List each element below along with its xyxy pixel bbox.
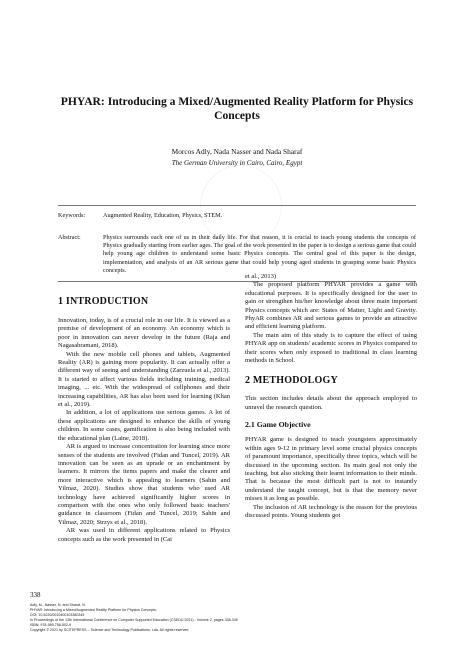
- footer-line: Adly, M., Nasser, N. and Sharaf, N.: [30, 603, 86, 607]
- section-heading-methodology: 2 METHODOLOGY: [245, 375, 338, 387]
- right-column: [245, 273, 417, 520]
- paper-authors: Morcos Adly, Nada Nasser and Nada Sharaf: [171, 147, 303, 156]
- keywords-value: Augmented Reality, Education, Physics, STEM.: [103, 212, 223, 219]
- paragraph: The inclusion of AR technology is the reason for the previous discussed points. Young students got: [245, 503, 417, 519]
- paragraph: The main aim of this study is to capture the effect of using PHYAR app on students' academic scores in Physics compared to their scores when only exposed to traditional in class learning methods in School.: [245, 331, 417, 365]
- paragraph: AR was used in different applications related to Physics concepts such as the work presented in (Cai: [58, 527, 230, 543]
- left-column: [58, 290, 230, 544]
- paragraph: This section includes details about the approach employed to unravel the research question.: [245, 395, 417, 411]
- paragraph: With the new mobile cell phones and tablets, Augmented Reality (AR) is gaining more popularity. It can actually offer a different way of seeing and understanding (Zarzuela et al., 2013). It is started to affect various fields including training, medical imaging, ... etc. With the widespread of cellphones and their increasing capabilities, AR has also been used for learning (Khan et al., 2019).: [58, 350, 230, 409]
- abstract-label: Abstract:: [58, 234, 81, 241]
- top-divider: [58, 205, 416, 206]
- paragraph: et al., 2013): [245, 273, 277, 280]
- paragraph: Innovation, today, is of a crucial role in our life. It is viewed as a premise of development of an economy. An economy which is poor in innovation can never develop in the future (Raja and Nagasabramani, 2018).: [58, 317, 230, 350]
- paragraph: AR is argued to increase concentration for learning since more senses of the students are involved (Fidan and Tuncel, 2019). AR innovation can be seen as an uprade or an enchantment by learners. It mirrors the items papers and make the clearer and more interactive which is appealing to learners (Sahin and Yilmaz, 2020). Studies show that students who used AR technology have achieved significantly higher scores in comparison with the ones who only followed basic teachers' guidance in classroom (Fidan and Tuncel, 2019; Sahin and Yilmaz, 2020; Strzys et al., 2018).: [58, 443, 230, 526]
- paragraph: The proposed platform PHYAR provides a game with educational purposes. It is specifically designed for the user to gain or strengthen his/her knowledge about three main important Physics concepts which are: States of Matter, Light and Gravity. PhyAR combines AR and serious games to provide an attractive and efficient learning platform.: [245, 281, 417, 331]
- section-heading-introduction: 1 INTRODUCTION: [58, 296, 149, 307]
- paragraph: PHYAR game is designed to teach youngsters approximately within ages 9-12 in primary level some crucial physics concepts of paramount importance, specifically three topics, which will be discussed in the upcoming section. Its main goal not only the teaching, but also sticking their learnt information to their minds. That is because the most difficult part is not to instantly understand the taught concept, but is that the memory never misses it as long as possible.: [245, 436, 417, 503]
- footer-line: DOI: 10.5220/0010400103380345: [30, 613, 85, 618]
- footer-line: Copyright © 2021 by SCITEPRESS – Science and Technology Publications, Lda. All rights reserved: [30, 628, 189, 633]
- citation-footer: [30, 603, 330, 634]
- abstract-text: Physics surrounds each one of us in their daily life. For that reason, it is crucial to teach young students the concepts of Physics gradually starting from earlier ages. The goal of the work presented in the paper is to design a serious game that could help young age children to understand some basic Physics concepts. The central goal of this paper is the design, implementation, and analysis of an AR serious game that could help young aged students in grasping some basic Physics concepts.: [103, 234, 416, 274]
- paragraph: In addition, a lot of applications use serious games. A lot of these applications are designed to enhance the skills of young children. In some cases, gamification is also being included with the educational plan (Laine, 2018).: [58, 409, 230, 442]
- subsection-heading-game-objective: 2.1 Game Objective: [245, 420, 311, 430]
- paper-affiliation: The German University in Cairo, Cairo, Egypt: [171, 159, 303, 167]
- footer-line: In Proceedings of the 13th International Conference on Computer Supported Education (CSEDU 2021) - Volume 2, pages 338-345: [30, 618, 238, 623]
- footer-line: PHYAR: Introducing a Mixed/Augmented Reality Platform for Physics Concepts.: [30, 608, 157, 613]
- page-number: 338: [30, 591, 41, 599]
- footer-line: ISBN: 978-989-758-502-9: [30, 623, 72, 628]
- paper-title: PHYAR: Introducing a Mixed/Augmented Reality Platform for Physics Concepts: [60, 95, 414, 122]
- keywords-label: Keywords:: [58, 212, 86, 219]
